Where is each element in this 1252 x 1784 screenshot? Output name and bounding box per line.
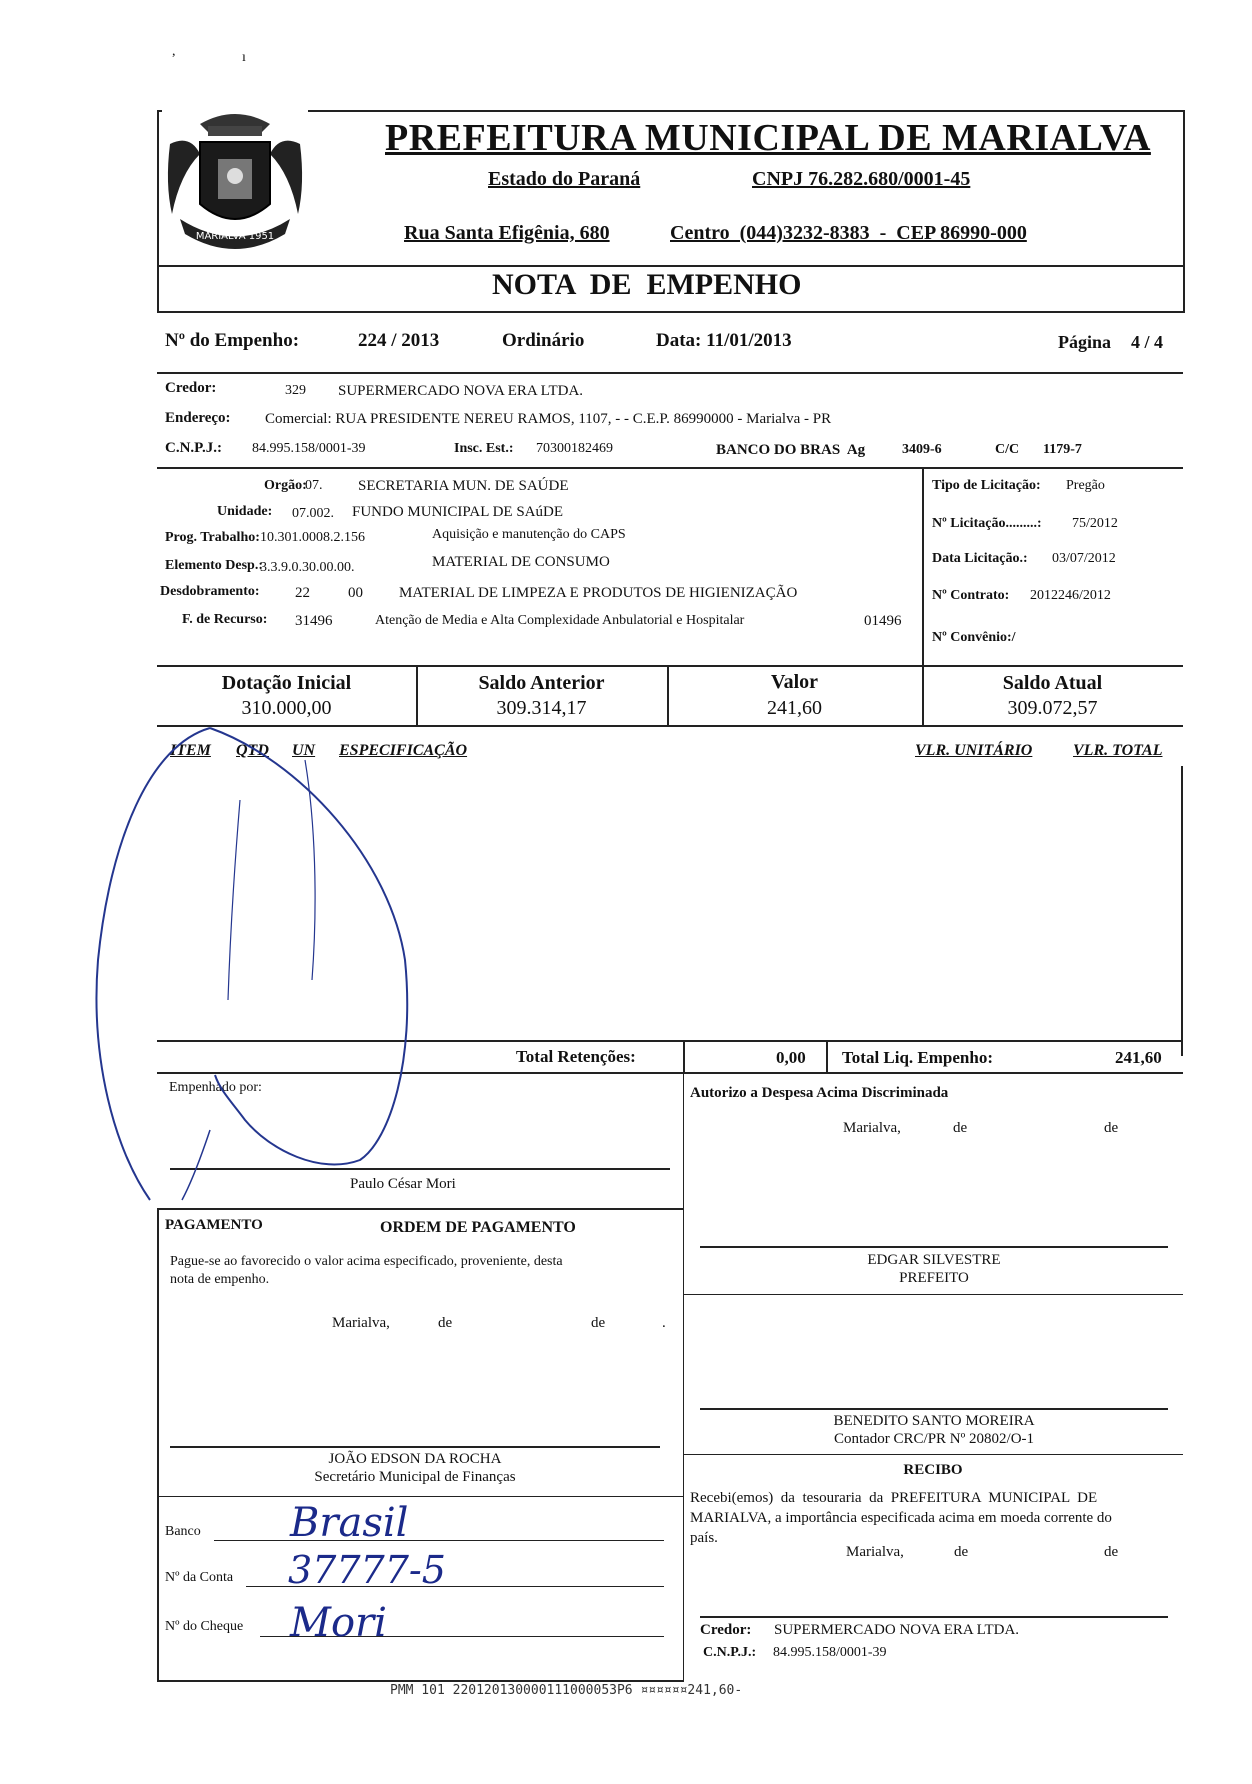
recibo-title: RECIBO xyxy=(903,1462,963,1478)
retencoes-label: Total Retenções: xyxy=(516,1047,636,1066)
empenhado-name: Paulo César Mori xyxy=(350,1176,456,1192)
date-de: de xyxy=(1104,1120,1119,1136)
date-de: de xyxy=(438,1315,453,1331)
date-de: de xyxy=(1104,1544,1119,1560)
desd-name: MATERIAL DE LIMPEZA E PRODUTOS DE HIGIENIZAÇÃO xyxy=(399,585,798,601)
unidade-name: FUNDO MUNICIPAL DE SAúDE xyxy=(352,504,563,520)
fonte-name: Atenção de Media e Alta Complexidade Anbulatorial e Hospitalar xyxy=(375,613,745,628)
saldo-anterior-value: 309.314,17 xyxy=(496,697,587,719)
contrato-label: Nº Contrato: xyxy=(932,588,1010,603)
page-label: Página xyxy=(1058,332,1112,352)
cc-value: 1179-7 xyxy=(1043,442,1082,457)
saldo-anterior-label: Saldo Anterior xyxy=(478,672,605,694)
licitacao-date-label: Data Licitação.: xyxy=(932,551,1028,566)
secretario-name: JOÃO EDSON DA ROCHA xyxy=(328,1451,502,1467)
marialva-date: Marialva, xyxy=(332,1315,390,1331)
recibo-cnpj-label: C.N.P.J.: xyxy=(703,1645,757,1660)
empenhado-label: Empenhado por: xyxy=(169,1080,262,1095)
orgao-name: SECRETARIA MUN. DE SAÚDE xyxy=(358,478,569,494)
state-label: Estado do Paraná xyxy=(488,168,641,190)
cnpj-label: C.N.P.J.: xyxy=(165,440,222,456)
payment-text: Pague-se ao favorecido o valor acima especificado, proveniente, desta xyxy=(170,1254,563,1269)
prefeito-name: EDGAR SILVESTRE xyxy=(867,1252,1001,1268)
scan-mark: , xyxy=(172,44,176,59)
secretario-title: Secretário Municipal de Finanças xyxy=(314,1469,516,1485)
tipo-label: Tipo de Licitação: xyxy=(932,478,1041,493)
header-contact: Centro (044)3232-8383 - CEP 86990-000 xyxy=(670,222,1027,244)
recibo-text: MARIALVA, a importância especificada acima em moeda corrente do xyxy=(690,1510,1112,1526)
header-cnpj: CNPJ 76.282.680/0001-45 xyxy=(752,168,971,190)
recibo-text: Recebi(emos) da tesouraria da PREFEITURA MUNICIPAL DE xyxy=(690,1490,1098,1506)
unidade-code: 07.002. xyxy=(292,506,334,521)
conta-label: Nº da Conta xyxy=(165,1570,234,1585)
footer-code: PMM 101 220120130000111000053P6 ¤¤¤¤¤¤241,60- xyxy=(390,1683,743,1698)
elem-name: MATERIAL DE CONSUMO xyxy=(432,554,610,570)
cc-label: C/C xyxy=(995,442,1020,457)
empenho-type: Ordinário xyxy=(502,330,585,351)
recibo-text: país. xyxy=(690,1530,718,1546)
scan-mark: ı xyxy=(242,50,246,65)
convenio-label: Nº Convênio:/ xyxy=(932,630,1016,645)
credor-cnpj: 84.995.158/0001-39 xyxy=(252,441,366,456)
elem-code: 3.3.9.0.30.00.00. xyxy=(260,560,355,575)
fonte-label: F. de Recurso: xyxy=(182,612,268,627)
saldo-atual-value: 309.072,57 xyxy=(1007,697,1098,719)
retencoes-value: 0,00 xyxy=(776,1048,806,1067)
prog-name: Aquisição e manutenção do CAPS xyxy=(432,527,626,542)
col-un: UN xyxy=(292,742,316,759)
valor-label: Valor xyxy=(770,671,819,693)
col-vlr-total: VLR. TOTAL xyxy=(1073,742,1163,759)
bank-agency: 3409-6 xyxy=(902,442,942,457)
elem-label: Elemento Desp.: xyxy=(165,558,263,573)
credor-address: Comercial: RUA PRESIDENTE NEREU RAMOS, 1107, - - C.E.P. 86990000 - Marialva - PR xyxy=(265,411,832,427)
col-vlr-unit: VLR. UNITÁRIO xyxy=(915,742,1033,759)
credor-name: SUPERMERCADO NOVA ERA LTDA. xyxy=(338,383,584,399)
date-dot: . xyxy=(662,1315,666,1331)
banco-label: Banco xyxy=(165,1524,201,1539)
col-item: ITEM xyxy=(170,742,211,759)
liquido-value: 241,60 xyxy=(1115,1048,1162,1067)
orgao-label: Orgão: xyxy=(264,478,307,493)
dotacao-label: Dotação Inicial xyxy=(221,672,352,694)
fonte-code: 31496 xyxy=(295,613,333,629)
prog-code: 10.301.0008.2.156 xyxy=(260,530,365,545)
orgao-code: 07. xyxy=(305,478,323,493)
licitacao-date: 03/07/2012 xyxy=(1052,551,1116,566)
tipo-value: Pregão xyxy=(1066,478,1105,493)
prefeito-title: PREFEITO xyxy=(899,1270,969,1286)
marialva-date: Marialva, xyxy=(846,1544,904,1560)
prog-label: Prog. Trabalho: xyxy=(165,530,260,545)
contador-title: Contador CRC/PR Nº 20802/O-1 xyxy=(833,1431,1035,1447)
date-de: de xyxy=(954,1544,969,1560)
desd-a: 22 xyxy=(295,585,310,601)
recibo-credor-label: Credor: xyxy=(700,1622,752,1638)
empenho-number: 224 / 2013 xyxy=(358,330,440,351)
valor-value: 241,60 xyxy=(767,697,822,719)
insc-value: 70300182469 xyxy=(536,441,613,456)
date-de: de xyxy=(591,1315,606,1331)
address-label: Endereço: xyxy=(165,410,231,426)
handwritten-banco: Brasil xyxy=(290,1500,409,1546)
licitacao-num: 75/2012 xyxy=(1072,516,1118,531)
liquido-label: Total Liq. Empenho: xyxy=(842,1048,993,1067)
contrato-value: 2012246/2012 xyxy=(1030,588,1111,603)
autorizo-text: Autorizo a Despesa Acima Discriminada xyxy=(690,1085,949,1101)
dotacao-value: 310.000,00 xyxy=(241,697,332,719)
insc-label: Insc. Est.: xyxy=(454,441,514,456)
desd-b: 00 xyxy=(348,585,363,601)
empenho-number-label: Nº do Empenho: xyxy=(165,330,300,351)
licitacao-num-label: Nº Licitação.........: xyxy=(932,516,1042,531)
empenho-date: Data: 11/01/2013 xyxy=(656,330,792,351)
fonte-code2: 01496 xyxy=(864,613,902,629)
cheque-label: Nº do Cheque xyxy=(165,1619,244,1634)
saldo-atual-label: Saldo Atual xyxy=(1002,672,1103,694)
credor-code: 329 xyxy=(285,383,306,398)
unidade-label: Unidade: xyxy=(217,504,273,519)
recibo-cnpj: 84.995.158/0001-39 xyxy=(773,1645,887,1660)
pagamento-label: PAGAMENTO xyxy=(165,1217,263,1233)
col-spec: ESPECIFICAÇÃO xyxy=(339,742,468,759)
date-de: de xyxy=(953,1120,968,1136)
document-title: NOTA DE EMPENHO xyxy=(492,268,802,301)
payment-text: nota de empenho. xyxy=(170,1272,270,1287)
desd-label: Desdobramento: xyxy=(160,584,260,599)
page-title: PREFEITURA MUNICIPAL DE MARIALVA xyxy=(385,117,1151,159)
header-address: Rua Santa Efigênia, 680 xyxy=(404,222,610,244)
bank-name: BANCO DO BRAS Ag xyxy=(716,442,866,458)
contador-name: BENEDITO SANTO MOREIRA xyxy=(833,1413,1035,1429)
col-qtd: QTD xyxy=(236,742,269,759)
handwritten-conta: 37777-5 xyxy=(288,1548,446,1592)
handwritten-cheque: Mori xyxy=(290,1600,387,1646)
credor-label: Credor: xyxy=(165,380,217,396)
page-number: 4 / 4 xyxy=(1131,332,1164,352)
svg-text:MARIALVA 1951: MARIALVA 1951 xyxy=(195,231,275,242)
marialva-date: Marialva, xyxy=(843,1120,901,1136)
recibo-credor: SUPERMERCADO NOVA ERA LTDA. xyxy=(774,1622,1020,1638)
ordem-label: ORDEM DE PAGAMENTO xyxy=(380,1219,576,1236)
